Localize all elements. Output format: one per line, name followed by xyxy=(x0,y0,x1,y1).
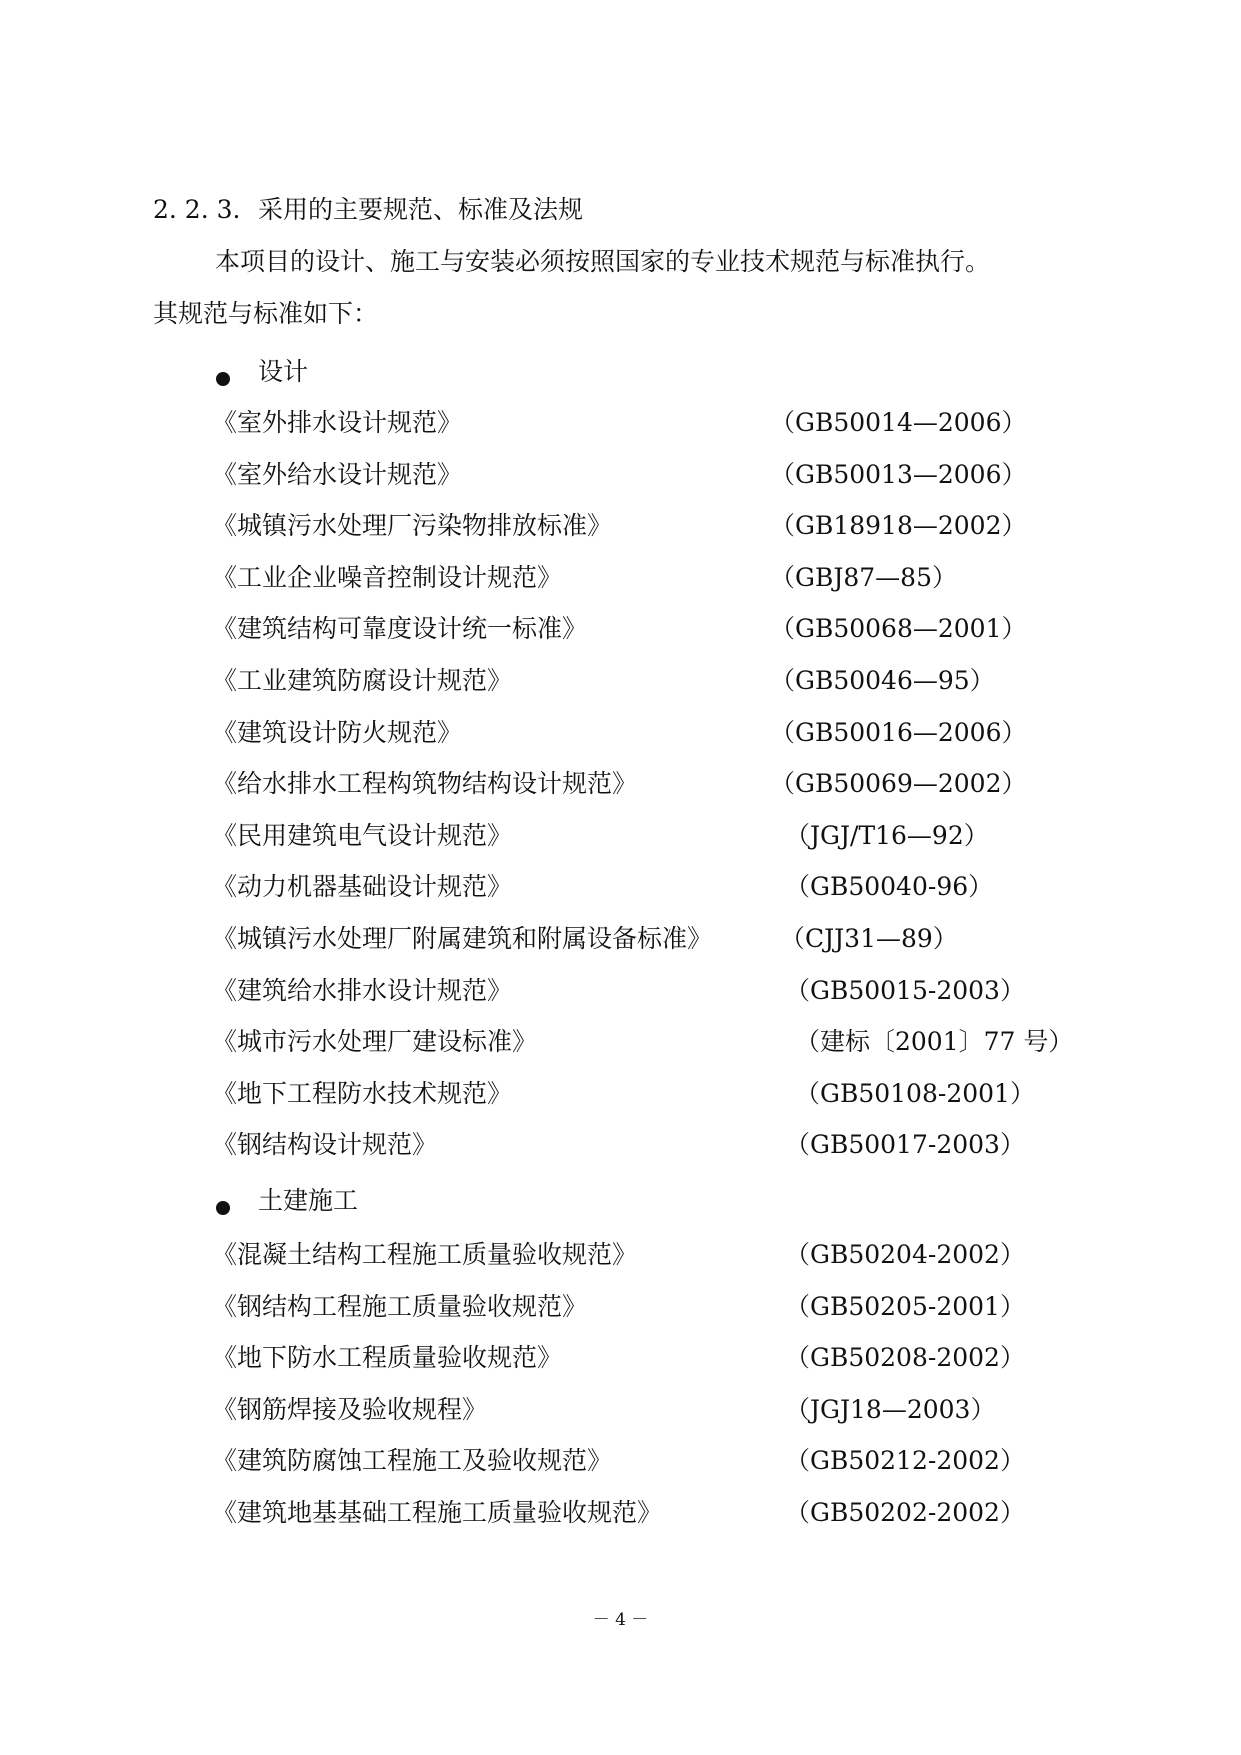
standard-code: （GB50013—2006） xyxy=(770,460,1027,489)
standard-code: （GB50015-2003） xyxy=(785,976,1025,1005)
standard-code: （JGJ18—2003） xyxy=(785,1395,996,1424)
intro-line-2: 其规范与标准如下： xyxy=(153,299,379,328)
standard-name: 《城市污水处理厂建设标准》 xyxy=(212,1027,538,1056)
standard-code: （JGJ/T16—92） xyxy=(785,821,989,850)
standard-name: 《建筑防腐蚀工程施工及验收规范》 xyxy=(212,1446,613,1475)
standard-code: （GB50016—2006） xyxy=(770,718,1027,747)
standard-name: 《室外排水设计规范》 xyxy=(212,408,463,437)
standard-name: 《钢结构工程施工质量验收规范》 xyxy=(212,1292,588,1321)
standard-name: 《建筑地基基础工程施工质量验收规范》 xyxy=(212,1498,663,1527)
standard-code: （GB18918—2002） xyxy=(770,511,1027,540)
subsection-title: 设计 xyxy=(258,357,309,386)
subsection-title: 土建施工 xyxy=(258,1186,359,1215)
standard-code: （CJJ31—89） xyxy=(780,924,958,953)
standard-name: 《给水排水工程构筑物结构设计规范》 xyxy=(212,769,638,798)
standard-code: （GB50108-2001） xyxy=(795,1079,1035,1108)
standard-name: 《城镇污水处理厂污染物排放标准》 xyxy=(212,511,613,540)
standard-name: 《钢结构设计规范》 xyxy=(212,1130,438,1159)
standard-code: （GB50208-2002） xyxy=(785,1343,1025,1372)
standard-name: 《钢筋焊接及验收规程》 xyxy=(212,1395,488,1424)
standard-name: 《动力机器基础设计规范》 xyxy=(212,872,513,901)
standard-code: （GB50202-2002） xyxy=(785,1498,1025,1527)
standard-name: 《工业企业噪音控制设计规范》 xyxy=(212,563,563,592)
standard-code: （GBJ87—85） xyxy=(770,563,957,592)
standard-name: 《地下工程防水技术规范》 xyxy=(212,1079,513,1108)
bullet-icon xyxy=(216,372,230,386)
standard-name: 《地下防水工程质量验收规范》 xyxy=(212,1343,563,1372)
standard-name: 《工业建筑防腐设计规范》 xyxy=(212,666,513,695)
standard-code: （GB50017-2003） xyxy=(785,1130,1025,1159)
standard-name: 《建筑设计防火规范》 xyxy=(212,718,463,747)
standard-code: （GB50040-96） xyxy=(785,872,994,901)
standard-name: 《建筑给水排水设计规范》 xyxy=(212,976,513,1005)
standard-code: （GB50046—95） xyxy=(770,666,995,695)
bullet-icon xyxy=(216,1201,230,1215)
standard-code: （建标〔2001〕77 号） xyxy=(795,1027,1074,1056)
standard-name: 《城镇污水处理厂附属建筑和附属设备标准》 xyxy=(212,924,713,953)
standard-name: 《建筑结构可靠度设计统一标准》 xyxy=(212,614,588,643)
standard-code: （GB50014—2006） xyxy=(770,408,1027,437)
intro-line-1: 本项目的设计、施工与安装必须按照国家的专业技术规范与标准执行。 xyxy=(215,247,991,276)
standard-code: （GB50204-2002） xyxy=(785,1240,1025,1269)
standard-code: （GB50069—2002） xyxy=(770,769,1027,798)
standard-name: 《混凝土结构工程施工质量验收规范》 xyxy=(212,1240,638,1269)
section-title: 采用的主要规范、标准及法规 xyxy=(258,195,584,224)
section-number: 2. 2. 3. xyxy=(153,195,241,224)
standard-code: （GB50068—2001） xyxy=(770,614,1027,643)
page-number: － 4 － xyxy=(592,1610,649,1630)
standard-code: （GB50205-2001） xyxy=(785,1292,1025,1321)
standard-name: 《室外给水设计规范》 xyxy=(212,460,463,489)
standard-name: 《民用建筑电气设计规范》 xyxy=(212,821,513,850)
standard-code: （GB50212-2002） xyxy=(785,1446,1025,1475)
